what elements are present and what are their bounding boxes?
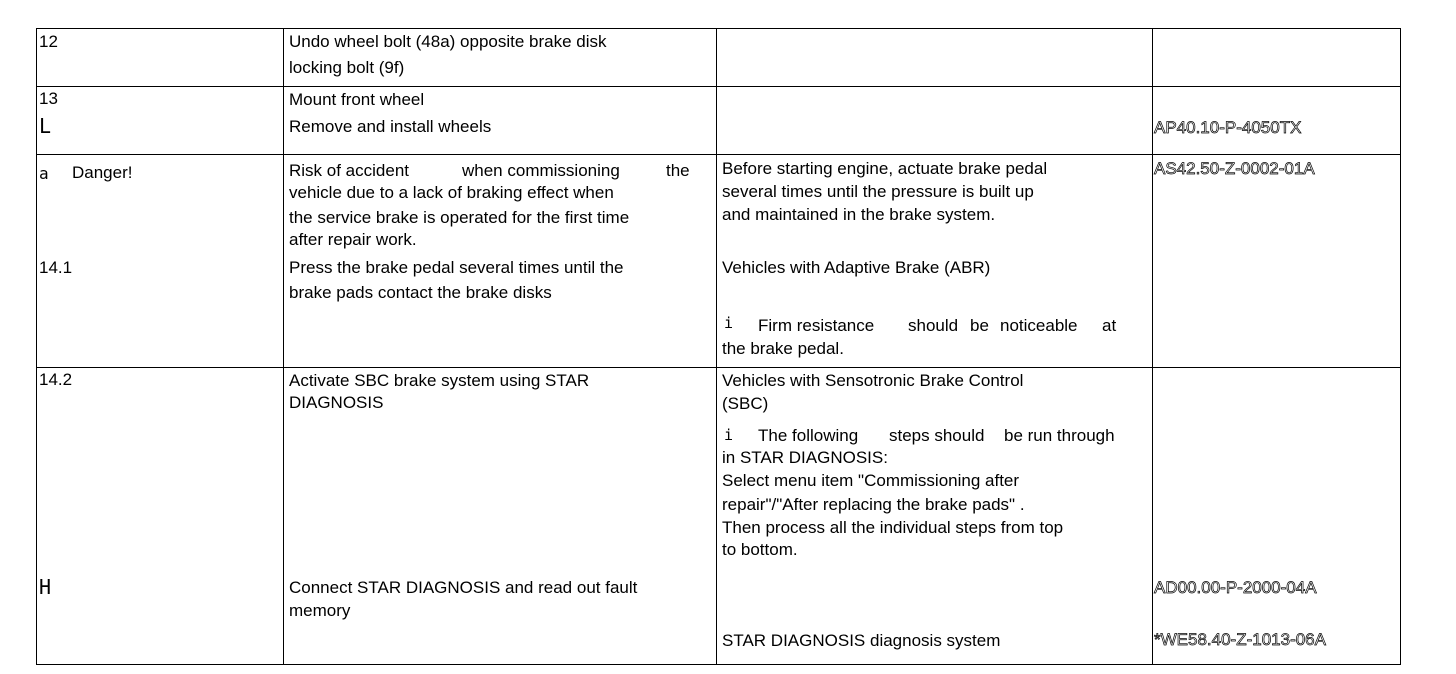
- note-text: should: [908, 316, 959, 335]
- note-cell: [717, 29, 1153, 87]
- note-cell: [717, 368, 1153, 665]
- note-text: repair"/"After replacing the brake pads" .: [722, 495, 1025, 514]
- table-row: [37, 29, 1401, 87]
- reference-code[interactable]: AD00.00-P-2000-04A: [1154, 578, 1317, 597]
- tool-reference-code[interactable]: *WE58.40-Z-1013-06A: [1154, 630, 1326, 649]
- note-text: to bottom.: [722, 540, 798, 559]
- step-cell: [37, 29, 284, 87]
- step-cell: [37, 368, 284, 665]
- danger-label: Danger!: [72, 163, 133, 182]
- link-text[interactable]: Remove and install wheels: [289, 117, 492, 136]
- action-cell: [284, 29, 717, 87]
- measure-text: several times until the pressure is built up: [722, 182, 1034, 201]
- action-text: DIAGNOSIS: [289, 393, 384, 412]
- step-number: 14.2: [39, 370, 73, 389]
- note-text: Firm resistance: [758, 316, 875, 335]
- table-row: [37, 155, 1401, 368]
- note-text: be: [970, 316, 989, 335]
- note-text: in STAR DIAGNOSIS:: [722, 448, 888, 467]
- link-text[interactable]: Connect STAR DIAGNOSIS and read out fault: [289, 578, 638, 597]
- table-row: [37, 368, 1401, 665]
- link-text[interactable]: memory: [289, 601, 351, 620]
- step-cell: [37, 87, 284, 155]
- action-cell: [284, 155, 717, 368]
- reference-code[interactable]: AP40.10-P-4050TX: [1154, 118, 1302, 137]
- table-row: [37, 87, 1401, 155]
- action-text: Activate SBC brake system using STAR: [289, 371, 590, 390]
- reference-code[interactable]: AS42.50-Z-0002-01A: [1154, 159, 1315, 178]
- ref-cell: [1153, 87, 1401, 155]
- action-text: locking bolt (9f): [289, 58, 405, 77]
- note-text: the brake pedal.: [722, 339, 844, 358]
- tool-text: STAR DIAGNOSIS diagnosis system: [722, 631, 1001, 650]
- danger-icon: a: [39, 164, 49, 183]
- instruction-table: [36, 28, 1401, 665]
- info-icon: i: [724, 314, 734, 332]
- note-cell: [717, 87, 1153, 155]
- risk-text: the service brake is operated for the first time: [289, 208, 630, 227]
- ref-cell: [1153, 368, 1401, 665]
- wheel-symbol-icon: L: [39, 114, 52, 138]
- action-text: Press the brake pedal several times until the: [289, 258, 624, 277]
- risk-text: after repair work.: [289, 230, 417, 249]
- ref-cell: [1153, 155, 1401, 368]
- note-text: noticeable: [1000, 316, 1078, 335]
- action-text: Undo wheel bolt (48a) opposite brake disk: [289, 32, 607, 51]
- note-cell: [717, 155, 1153, 368]
- note-title: Vehicles with Sensotronic Brake Control: [722, 371, 1024, 390]
- action-cell: [284, 87, 717, 155]
- measure-text: Before starting engine, actuate brake pedal: [722, 159, 1048, 178]
- measure-text: and maintained in the brake system.: [722, 205, 996, 224]
- note-text: at: [1102, 316, 1117, 335]
- step-number: 13: [39, 89, 58, 108]
- ref-cell: [1153, 29, 1401, 87]
- note-text: The following: [758, 426, 859, 445]
- action-cell: [284, 368, 717, 665]
- info-icon: i: [724, 426, 734, 444]
- risk-text: when commissioning: [462, 161, 620, 180]
- step-number: 14.1: [39, 258, 73, 277]
- note-title: (SBC): [722, 394, 769, 413]
- note-title: Vehicles with Adaptive Brake (ABR): [722, 258, 991, 277]
- action-text: Mount front wheel: [289, 90, 425, 109]
- risk-text: the: [666, 161, 690, 180]
- action-text: brake pads contact the brake disks: [289, 283, 552, 302]
- note-text: Then process all the individual steps from top: [722, 518, 1064, 537]
- step-number: 12: [39, 32, 58, 51]
- risk-text: vehicle due to a lack of braking effect when: [289, 183, 614, 202]
- step-cell: [37, 155, 284, 368]
- note-text: be run through: [1004, 426, 1115, 445]
- note-text: Select menu item "Commissioning after: [722, 471, 1020, 490]
- diagnosis-symbol-icon: H: [39, 575, 52, 599]
- note-text: steps should: [889, 426, 985, 445]
- risk-text: Risk of accident: [289, 161, 409, 180]
